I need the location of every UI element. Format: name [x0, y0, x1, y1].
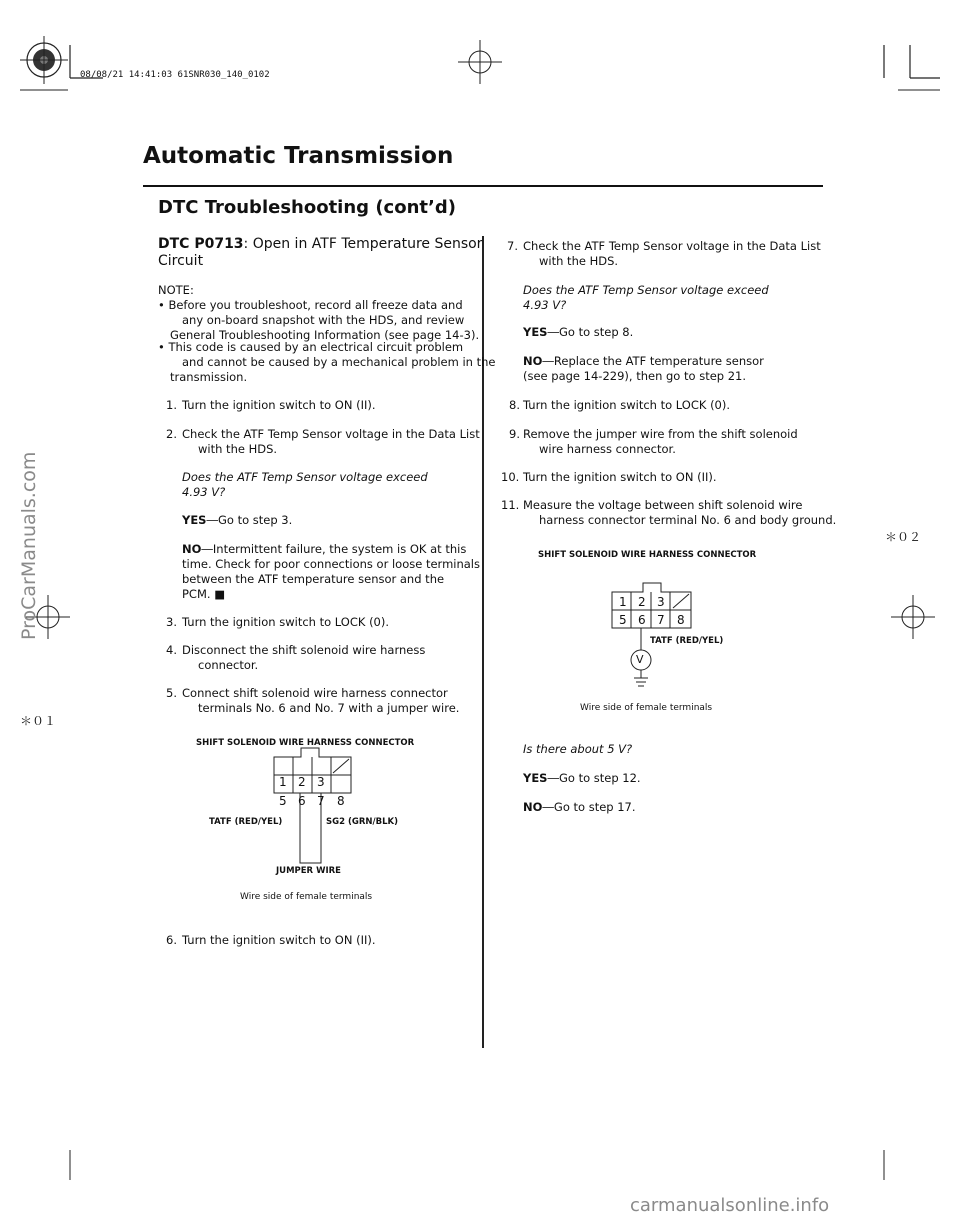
no-line: (see page 14-229), then go to step 21.: [523, 369, 747, 383]
step-9-text: [523, 427, 798, 457]
question-2: [182, 470, 428, 500]
no-2: NO―Intermittent failure, the system is OK at this time. Check for poor connections or loose terminals between the ATF temperature sensor and the PCM. ■: [182, 542, 480, 601]
pin-label: 8: [677, 613, 685, 627]
figure-2-caption: Wire side of female terminals: [580, 703, 713, 713]
step-number: 7.: [507, 239, 518, 253]
step-7-text: [523, 239, 821, 269]
step-number: 10.: [501, 470, 520, 484]
step-line: Check the ATF Temp Sensor voltage in the Data List: [523, 239, 821, 253]
step-2-text: [182, 427, 480, 457]
pin-label: 2: [298, 775, 306, 789]
step-number: 6.: [166, 933, 177, 947]
no-label: NO: [182, 542, 202, 556]
page-title: Automatic Transmission: [143, 143, 454, 169]
margin-mark-right: ＊０２: [885, 530, 922, 544]
wire-label-sg2: SG2 (GRN/BLK): [326, 817, 398, 827]
note-bullet-1: [158, 298, 479, 343]
step-line: harness connector terminal No. 6 and body ground.: [539, 513, 837, 527]
figure-2-title: SHIFT SOLENOID WIRE HARNESS CONNECTOR: [538, 550, 757, 560]
dtc-description: Open in ATF Temperature Sensor: [252, 236, 483, 252]
step-number: 3.: [166, 615, 177, 629]
question-line: 4.93 V?: [523, 298, 567, 312]
footer-watermark: carmanualsonline.info: [630, 1195, 830, 1216]
step-5-text: [182, 686, 459, 716]
step-line: connector.: [198, 658, 259, 672]
question-line: Does the ATF Temp Sensor voltage exceed: [523, 283, 769, 297]
step-number: 5.: [166, 686, 177, 700]
yes-label: YES: [182, 513, 207, 527]
figure-1-title: SHIFT SOLENOID WIRE HARNESS CONNECTOR: [196, 738, 415, 748]
no-line: PCM.: [182, 587, 211, 601]
step-line: with the HDS.: [539, 254, 619, 268]
step-3-text: Turn the ignition switch to LOCK (0).: [182, 615, 390, 629]
pin-label: 3: [657, 595, 665, 609]
side-watermark: ProCarManuals.com: [18, 451, 40, 640]
pin-label: 2: [638, 595, 646, 609]
step-number: 2.: [166, 427, 177, 441]
no-text: Replace the ATF temperature sensor: [553, 354, 764, 368]
yes-11: YES―Go to step 12.: [523, 771, 641, 785]
dtc-heading: [158, 236, 482, 270]
yes-text: Go to step 12.: [558, 771, 641, 785]
no-label: NO: [523, 800, 543, 814]
section-title: DTC Troubleshooting (cont’d): [158, 197, 456, 218]
no-line: time. Check for poor connections or loose terminals: [182, 557, 480, 571]
no-line: between the ATF temperature sensor and the: [182, 572, 445, 586]
pin-label: 7: [657, 613, 665, 627]
wire-label-tatf: TATF (RED/YEL): [650, 636, 724, 646]
note-line: transmission.: [170, 370, 248, 384]
step-line: Connect shift solenoid wire harness connector: [182, 686, 448, 700]
step-number: 1.: [166, 398, 177, 412]
note-bullet-2: [158, 340, 496, 385]
pin-label: 5: [619, 613, 627, 627]
margin-mark-left: ＊０１: [20, 714, 57, 728]
yes-2: YES―Go to step 3.: [182, 513, 293, 527]
dtc-description-2: Circuit: [158, 253, 204, 269]
step-line: Measure the voltage between shift solenoid wire: [523, 498, 803, 512]
pin-label: 6: [298, 794, 306, 808]
step-number: 9.: [509, 427, 520, 441]
note-line: General Troubleshooting Information (see page 14-3).: [170, 328, 480, 342]
dtc-separator: :: [243, 236, 249, 252]
step-11-text: [523, 498, 836, 528]
step-number: 11.: [501, 498, 520, 512]
pin-label: 1: [279, 775, 287, 789]
no-text: Go to step 17.: [553, 800, 636, 814]
note-line: and cannot be caused by a mechanical problem in the: [182, 355, 496, 369]
step-line: with the HDS.: [198, 442, 278, 456]
question-11: Is there about 5 V?: [523, 742, 633, 756]
pin-label: 8: [337, 794, 345, 808]
step-line: Check the ATF Temp Sensor voltage in the Data List: [182, 427, 480, 441]
yes-7: YES―Go to step 8.: [523, 325, 634, 339]
yes-text: Go to step 3.: [217, 513, 293, 527]
title-rule: [143, 185, 823, 187]
yes-text: Go to step 8.: [558, 325, 634, 339]
step-line: Disconnect the shift solenoid wire harness: [182, 643, 426, 657]
note-line: • This code is caused by an electrical circuit problem: [158, 340, 464, 354]
step-4-text: [182, 643, 425, 673]
step-8-text: Turn the ignition switch to LOCK (0).: [523, 398, 731, 412]
yes-label: YES: [523, 325, 548, 339]
step-line: terminals No. 6 and No. 7 with a jumper wire.: [198, 701, 460, 715]
voltmeter-symbol: V: [636, 653, 644, 666]
pin-label: 3: [317, 775, 325, 789]
end-marker: ■: [214, 587, 226, 601]
dtc-code: DTC P0713: [158, 236, 244, 252]
step-line: wire harness connector.: [539, 442, 676, 456]
step-10-text: Turn the ignition switch to ON (II).: [523, 470, 717, 484]
step-number: 4.: [166, 643, 177, 657]
wire-label-tatf: TATF (RED/YEL): [209, 817, 283, 827]
no-11: NO―Go to step 17.: [523, 800, 636, 814]
figure-1-caption: Wire side of female terminals: [240, 892, 373, 902]
jumper-wire-label: JUMPER WIRE: [276, 866, 341, 876]
no-label: NO: [523, 354, 543, 368]
step-line: Remove the jumper wire from the shift solenoid: [523, 427, 798, 441]
note-label: NOTE:: [158, 283, 194, 297]
no-7: NO―Replace the ATF temperature sensor (see page 14-229), then go to step 21.: [523, 354, 764, 383]
note-line: • Before you troubleshoot, record all freeze data and: [158, 298, 463, 312]
pin-label: 6: [638, 613, 646, 627]
yes-label: YES: [523, 771, 548, 785]
step-6-text: Turn the ignition switch to ON (II).: [182, 933, 376, 947]
pin-label: 5: [279, 794, 287, 808]
pin-label: 7: [317, 794, 325, 808]
question-line: Does the ATF Temp Sensor voltage exceed: [182, 470, 428, 484]
no-text: Intermittent failure, the system is OK at this: [212, 542, 467, 556]
question-7: [523, 283, 769, 313]
note-line: any on-board snapshot with the HDS, and review: [182, 313, 465, 327]
step-number: 8.: [509, 398, 520, 412]
step-1-text: Turn the ignition switch to ON (II).: [182, 398, 376, 412]
pin-label: 1: [619, 595, 627, 609]
print-stamp: 08/08/21 14:41:03 61SNR030_140_0102: [80, 70, 270, 80]
question-line: 4.93 V?: [182, 485, 226, 499]
